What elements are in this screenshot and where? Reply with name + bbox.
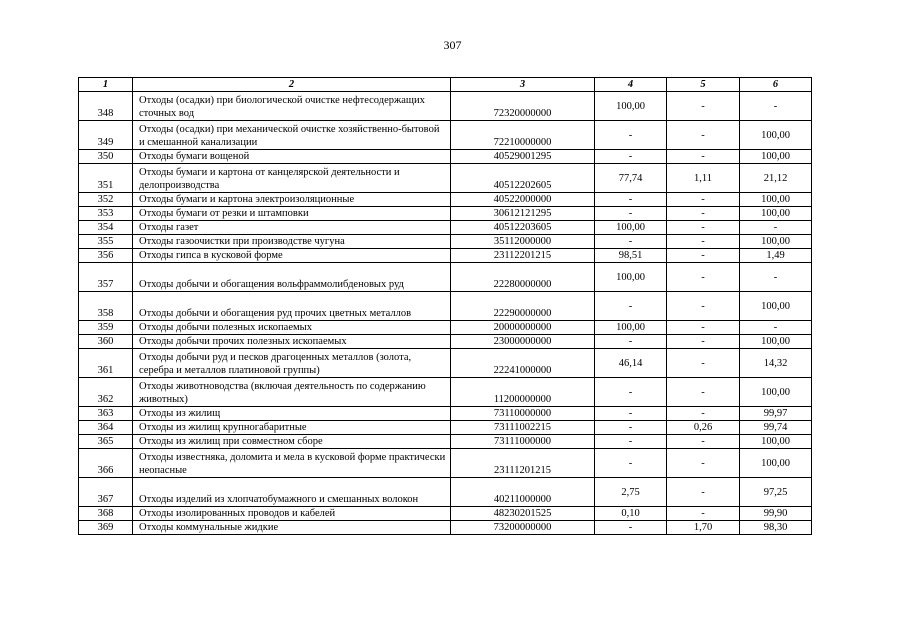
col4-value-cell: 100,00: [595, 263, 667, 292]
row-number-cell: 358: [79, 292, 133, 321]
col4-value-cell: -: [595, 121, 667, 150]
header-cell: 6: [740, 78, 812, 92]
waste-name-cell: Отходы изолированных проводов и кабелей: [133, 507, 451, 521]
col6-value-cell: -: [740, 321, 812, 335]
col4-value-cell: 98,51: [595, 249, 667, 263]
table-row: [79, 249, 812, 263]
col6-value-cell: 98,30: [740, 521, 812, 535]
waste-code-cell: 40529001295: [451, 150, 595, 164]
col5-value-cell: -: [667, 435, 740, 449]
col6-value-cell: 97,25: [740, 478, 812, 507]
table-row: [79, 321, 812, 335]
col5-value-cell: -: [667, 349, 740, 378]
waste-name-cell: Отходы газоочистки при производстве чугуна: [133, 235, 451, 249]
row-number-cell: 364: [79, 421, 133, 435]
col6-value-cell: 100,00: [740, 121, 812, 150]
col5-value-cell: 1,11: [667, 164, 740, 193]
row-number-cell: 361: [79, 349, 133, 378]
col5-value-cell: -: [667, 207, 740, 221]
col5-value-cell: 1,70: [667, 521, 740, 535]
col6-value-cell: 100,00: [740, 435, 812, 449]
waste-code-cell: 73111002215: [451, 421, 595, 435]
col5-value-cell: -: [667, 249, 740, 263]
table-row: [79, 378, 812, 407]
row-number-cell: 362: [79, 378, 133, 407]
col5-value-cell: -: [667, 193, 740, 207]
table-row: [79, 449, 812, 478]
col5-value-cell: -: [667, 263, 740, 292]
col5-value-cell: -: [667, 478, 740, 507]
waste-code-cell: 72210000000: [451, 121, 595, 150]
col6-value-cell: -: [740, 221, 812, 235]
waste-code-cell: 40211000000: [451, 478, 595, 507]
row-number-cell: 357: [79, 263, 133, 292]
waste-code-cell: 72320000000: [451, 92, 595, 121]
table-row: [79, 421, 812, 435]
waste-code-cell: 22280000000: [451, 263, 595, 292]
waste-table: [78, 77, 812, 535]
col5-value-cell: -: [667, 449, 740, 478]
col5-value-cell: -: [667, 235, 740, 249]
col6-value-cell: 100,00: [740, 235, 812, 249]
table-row: [79, 435, 812, 449]
waste-code-cell: 73200000000: [451, 521, 595, 535]
row-number-cell: 365: [79, 435, 133, 449]
col6-value-cell: 1,49: [740, 249, 812, 263]
header-cell: 1: [79, 78, 133, 92]
waste-code-cell: 23112201215: [451, 249, 595, 263]
waste-name-cell: Отходы (осадки) при механической очистке хозяйственно-бытовой и смешанной канализации: [133, 121, 451, 150]
waste-code-cell: 23111201215: [451, 449, 595, 478]
row-number-cell: 368: [79, 507, 133, 521]
waste-name-cell: Отходы (осадки) при биологической очистке нефтесодержащих сточных вод: [133, 92, 451, 121]
col4-value-cell: 2,75: [595, 478, 667, 507]
waste-code-cell: 20000000000: [451, 321, 595, 335]
col4-value-cell: -: [595, 292, 667, 321]
waste-name-cell: Отходы бумаги и картона электроизоляционные: [133, 193, 451, 207]
row-number-cell: 366: [79, 449, 133, 478]
col5-value-cell: -: [667, 507, 740, 521]
col4-value-cell: -: [595, 421, 667, 435]
waste-code-cell: 35112000000: [451, 235, 595, 249]
row-number-cell: 363: [79, 407, 133, 421]
table-row: [79, 235, 812, 249]
waste-name-cell: Отходы бумаги от резки и штамповки: [133, 207, 451, 221]
col4-value-cell: 77,74: [595, 164, 667, 193]
table-row: [79, 221, 812, 235]
waste-name-cell: Отходы добычи руд и песков драгоценных металлов (золота, серебра и металлов платиновой группы): [133, 349, 451, 378]
col6-value-cell: 99,74: [740, 421, 812, 435]
waste-name-cell: Отходы добычи прочих полезных ископаемых: [133, 335, 451, 349]
col6-value-cell: -: [740, 92, 812, 121]
col6-value-cell: 100,00: [740, 292, 812, 321]
waste-name-cell: Отходы известняка, доломита и мела в кусковой форме практически неопасные: [133, 449, 451, 478]
col5-value-cell: -: [667, 407, 740, 421]
col4-value-cell: 100,00: [595, 92, 667, 121]
table-row: [79, 92, 812, 121]
waste-name-cell: Отходы из жилищ: [133, 407, 451, 421]
col6-value-cell: -: [740, 263, 812, 292]
col5-value-cell: -: [667, 378, 740, 407]
col4-value-cell: -: [595, 207, 667, 221]
table-row: [79, 193, 812, 207]
col5-value-cell: -: [667, 335, 740, 349]
row-number-cell: 360: [79, 335, 133, 349]
col5-value-cell: -: [667, 321, 740, 335]
col5-value-cell: -: [667, 221, 740, 235]
waste-code-cell: 40512202605: [451, 164, 595, 193]
col6-value-cell: 21,12: [740, 164, 812, 193]
col6-value-cell: 99,90: [740, 507, 812, 521]
row-number-cell: 351: [79, 164, 133, 193]
waste-name-cell: Отходы из жилищ при совместном сборе: [133, 435, 451, 449]
col4-value-cell: -: [595, 407, 667, 421]
col6-value-cell: 100,00: [740, 193, 812, 207]
row-number-cell: 359: [79, 321, 133, 335]
row-number-cell: 354: [79, 221, 133, 235]
col4-value-cell: 100,00: [595, 321, 667, 335]
col4-value-cell: -: [595, 449, 667, 478]
col4-value-cell: 100,00: [595, 221, 667, 235]
waste-name-cell: Отходы животноводства (включая деятельность по содержанию животных): [133, 378, 451, 407]
table-row: [79, 507, 812, 521]
header-cell: 2: [133, 78, 451, 92]
table-row: [79, 150, 812, 164]
waste-code-cell: 23000000000: [451, 335, 595, 349]
waste-code-cell: 40522000000: [451, 193, 595, 207]
waste-name-cell: Отходы добычи и обогащения руд прочих цветных металлов: [133, 292, 451, 321]
col5-value-cell: -: [667, 121, 740, 150]
header-row: [79, 78, 812, 92]
table-row: [79, 349, 812, 378]
col6-value-cell: 100,00: [740, 449, 812, 478]
waste-code-cell: 73110000000: [451, 407, 595, 421]
waste-name-cell: Отходы коммунальные жидкие: [133, 521, 451, 535]
col4-value-cell: -: [595, 235, 667, 249]
col6-value-cell: 99,97: [740, 407, 812, 421]
col4-value-cell: -: [595, 335, 667, 349]
waste-name-cell: Отходы добычи полезных ископаемых: [133, 321, 451, 335]
waste-name-cell: Отходы изделий из хлопчатобумажного и смешанных волокон: [133, 478, 451, 507]
row-number-cell: 352: [79, 193, 133, 207]
waste-code-cell: 22290000000: [451, 292, 595, 321]
col6-value-cell: 100,00: [740, 378, 812, 407]
waste-code-cell: 40512203605: [451, 221, 595, 235]
col4-value-cell: 0,10: [595, 507, 667, 521]
col4-value-cell: -: [595, 193, 667, 207]
col4-value-cell: 46,14: [595, 349, 667, 378]
waste-code-cell: 30612121295: [451, 207, 595, 221]
table-row: [79, 407, 812, 421]
row-number-cell: 356: [79, 249, 133, 263]
row-number-cell: 349: [79, 121, 133, 150]
col5-value-cell: 0,26: [667, 421, 740, 435]
waste-name-cell: Отходы бумаги и картона от канцелярской деятельности и делопроизводства: [133, 164, 451, 193]
header-cell: 5: [667, 78, 740, 92]
waste-name-cell: Отходы из жилищ крупногабаритные: [133, 421, 451, 435]
table-row: [79, 521, 812, 535]
col4-value-cell: -: [595, 150, 667, 164]
waste-code-cell: 48230201525: [451, 507, 595, 521]
row-number-cell: 350: [79, 150, 133, 164]
header-cell: 3: [451, 78, 595, 92]
row-number-cell: 353: [79, 207, 133, 221]
col6-value-cell: 100,00: [740, 207, 812, 221]
table-row: [79, 121, 812, 150]
waste-name-cell: Отходы гипса в кусковой форме: [133, 249, 451, 263]
table-row: [79, 292, 812, 321]
col6-value-cell: 100,00: [740, 335, 812, 349]
col6-value-cell: 14,32: [740, 349, 812, 378]
waste-name-cell: Отходы бумаги вощеной: [133, 150, 451, 164]
table-row: [79, 263, 812, 292]
page-number: 307: [443, 38, 462, 52]
col4-value-cell: -: [595, 378, 667, 407]
table-row: [79, 164, 812, 193]
row-number-cell: 369: [79, 521, 133, 535]
table-row: [79, 207, 812, 221]
table-row: [79, 335, 812, 349]
col4-value-cell: -: [595, 435, 667, 449]
col4-value-cell: -: [595, 521, 667, 535]
waste-code-cell: 11200000000: [451, 378, 595, 407]
col5-value-cell: -: [667, 292, 740, 321]
waste-code-cell: 22241000000: [451, 349, 595, 378]
row-number-cell: 367: [79, 478, 133, 507]
row-number-cell: 355: [79, 235, 133, 249]
col5-value-cell: -: [667, 150, 740, 164]
col5-value-cell: -: [667, 92, 740, 121]
table-body: [79, 92, 812, 535]
header-cell: 4: [595, 78, 667, 92]
waste-name-cell: Отходы добычи и обогащения вольфраммолибденовых руд: [133, 263, 451, 292]
table-row: [79, 478, 812, 507]
col6-value-cell: 100,00: [740, 150, 812, 164]
waste-code-cell: 73111000000: [451, 435, 595, 449]
waste-name-cell: Отходы газет: [133, 221, 451, 235]
row-number-cell: 348: [79, 92, 133, 121]
